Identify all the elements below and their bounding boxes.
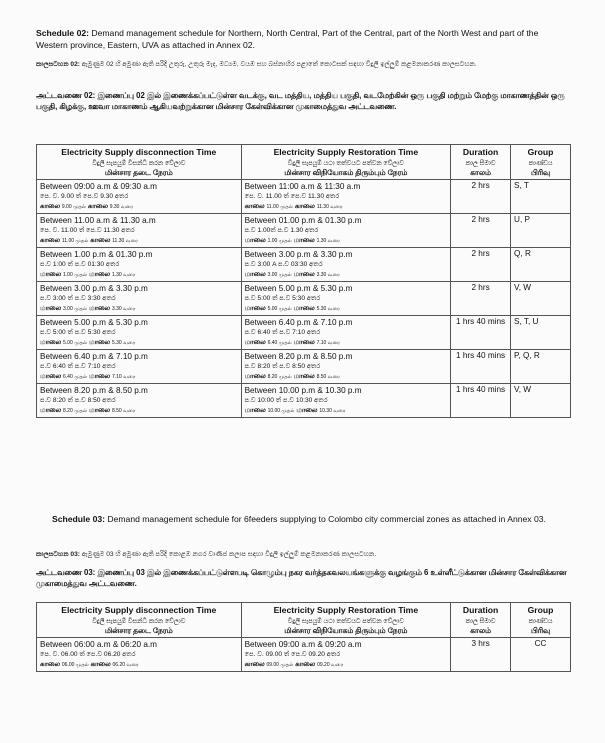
restoration-time-cell: Between 6.40 p.m & 7.10 p.m ප.ව 6:40 ත් ප.ව 7:10 අතර மாலை 6.40 முதல் மாலை 7.10 வரை (241, 316, 451, 350)
duration-header: Duration කාල සීමාව காலம் (451, 603, 511, 638)
table-row (37, 350, 571, 384)
disconnection-time-header: Electricity Supply disconnection Time විදුලි සැපයුම් විසන්ධි කරන වේලාව மின்சார தடை நேரம் (37, 603, 242, 638)
duration-cell: 1 hrs 40 mins (451, 350, 511, 384)
duration-cell: 3 hrs (451, 638, 511, 672)
table-row (37, 214, 571, 248)
restoration-time-cell: Between 3.00 p.m & 3.30 p.m ප.ව 3:00 A ප.ව 03:30 අතර மாலை 3.00 முதல் மாலை 3.30 வரை (241, 248, 451, 282)
table-header-row (37, 145, 571, 180)
group-cell: S, T (511, 180, 571, 214)
restoration-time-cell: Between 09:00 a.m & 09:20 a.m පෙ. ව. 09.00 ත් පෙ.ව 09.20 අතර காலை 09.00 முதல் காலை 09.20 வரை (241, 638, 451, 672)
schedule-03-sinhala: කාලසටහන 03: ඇමුණුම 03 හි අමුණා ඇති පරිදි කොළඹ නගර වාණිජ කලාප සඳහා විදුලි ඉල්ලුම් කළමනාකරණ කාලසටහන. (36, 551, 377, 558)
schedule-02-text: Demand management schedule for Northern, North Central, Part of the Central, part of the North West and part of the Western province, Eastern, UVA as attached in Annex 02. (36, 28, 539, 50)
group-cell: U, P (511, 214, 571, 248)
table-row (37, 282, 571, 316)
disconnection-time-cell: Between 09:00 a.m & 09:30 a.m පෙ. ව. 9.00 ත් පෙ.ව 9.30 අතර காலை 9.00 முதல் காலை 9.30 வரை (37, 180, 242, 214)
restoration-time-cell: Between 5.00 p.m & 5.30 p.m ප.ව 5:00 ත් ප.ව 5:30 අතර மாலை 5.00 முதல் மாலை 5.30 வரை (241, 282, 451, 316)
table-row (37, 384, 571, 418)
disconnection-time-cell: Between 11.00 a.m & 11.30 a.m පෙ. ව. 11.00 ත් පෙ.ව 11.30 අතර காலை 11.00 முதல் காலை 11.30 வரை (37, 214, 242, 248)
duration-cell: 1 hrs 40 mins (451, 384, 511, 418)
table-row (37, 638, 571, 672)
group-cell: V, W (511, 384, 571, 418)
duration-cell: 2 hrs (451, 180, 511, 214)
schedule-03-label: Schedule 03: (52, 514, 106, 524)
duration-header: Duration කාල සීමාව காலம் (451, 145, 511, 180)
schedule-02-label: Schedule 02: (36, 28, 90, 38)
duration-cell: 2 hrs (451, 248, 511, 282)
restoration-time-cell: Between 01.00 p.m & 01.30 p.m ප.ව 1.00ත් ප.ව 1.30 අතර மாலை 1.00 முதல் மாலை 1.30 வரை (241, 214, 451, 248)
schedule-03-tamil: அட்டவணை 03: இணைப்பு 03 இல் இணைக்கப்பட்டுள்ளபடி கொழும்பு நகர வர்த்தகவலயங்களுக்கு வழங்கும் 6 உள்ளீட்டுக்கான மின்சார கேள்விக்கான முகாமைத்துவ அட்டவணை. (36, 568, 567, 588)
group-header: Group කාණ්ඩය பிரிவு (511, 603, 571, 638)
disconnection-time-cell: Between 1.00 p.m & 01.30 p.m ප.ව 1:00 ත් ප.ව 01:30 අතර மாலை 1.00 முதல் மாலை 1.30 வரை (37, 248, 242, 282)
table-row (37, 180, 571, 214)
duration-cell: 2 hrs (451, 282, 511, 316)
disconnection-time-cell: Between 5.00 p.m & 5.30 p.m ප.ව 5:00 ත් ප.ව 5:30 අතර மாலை 5.00 முதல் மாலை 5.30 வரை (37, 316, 242, 350)
duration-cell: 1 hrs 40 mins (451, 316, 511, 350)
group-cell: V, W (511, 282, 571, 316)
schedule-02-english (36, 28, 571, 51)
group-cell: CC (511, 638, 571, 672)
disconnection-time-cell: Between 8.20 p.m & 8.50 p.m ප.ව 8:20 ත් ප.ව 8:50 අතර மாலை 8.20 முதல் மாலை 8.50 வரை (37, 384, 242, 418)
schedule-03-text: Demand management schedule for 6feeders supplying to Colombo city commercial zones as attached in Annex 03. (107, 514, 546, 524)
disconnection-time-cell: Between 6.40 p.m & 7.10 p.m ප.ව 6:40 ත් ප.ව 7:10 අතර மாலை 6.40 முதல் மாலை 7.10 வரை (37, 350, 242, 384)
disconnection-time-cell: Between 3.00 p.m & 3.30 p.m ප.ව 3:00 ත් ප.ව 3:30 අතර மாலை 3.00 முதல் மாலை 3.30 வரை (37, 282, 242, 316)
restoration-time-cell: Between 11:00 a.m & 11:30 a.m පෙ. ව. 11.00 ත් පෙ.ව 11.30 අතර காலை 11.00 முதல் காலை 11.30 வரை (241, 180, 451, 214)
group-cell: S, T, U (511, 316, 571, 350)
table-row (37, 316, 571, 350)
schedule-02-sinhala: කාලසටහන 02: ඇමුණුම 02 හි අමුණා ඇති පරිදි උතුරු, උතුරු මැද, මධ්‍යම, වයඹ සහ බස්නාහිර පළාතේ කොටසක් සඳහා විදුලි ඉල්ලුම් කළමනාකරණ කාලසටහන. (36, 61, 477, 68)
restoration-time-header: Electricity Supply Restoration Time විදුලි සැපයුම් යථා තත්වයට පත්වන වේලාව மின்சார விநியோகம் திரும்பும் நேரம் (241, 603, 451, 638)
group-header: Group කාණ්ඩය பிரிவு (511, 145, 571, 180)
group-cell: P, Q, R (511, 350, 571, 384)
group-cell: Q, R (511, 248, 571, 282)
duration-cell: 2 hrs (451, 214, 511, 248)
schedule-03-english (52, 514, 552, 526)
schedule-02-tamil: அட்டவணை 02: இணைப்பு 02 இல் இணைக்கப்பட்டுள்ள வடக்கு, வட மத்திய, மத்திய பகுதி, வடமேற்கின் ஒரு பகுதி மற்றும் மேற்கு மாகாணத்தின் ஒரு பகுதி, கிழக்கு, ஊவா மாகாணம் ஆகியவற்றுக்கான மின்சார கேள்விக்கான முகாமைத்துவ அட்டவணை. (36, 91, 565, 111)
table-row (37, 248, 571, 282)
schedule-02-table (36, 144, 571, 418)
restoration-time-header: Electricity Supply Restoration Time විදුලි සැපයුම් යථා තත්වයට පත්වන වේලාව மின்சார விநியோகம் திரும்பும் நேரம் (241, 145, 451, 180)
schedule-03-table (36, 602, 571, 672)
disconnection-time-cell: Between 06:00 a.m & 06:20 a.m පෙ. ව. 06.00 ත් පෙ.ව 06.20 අතර காலை 06.00 முதல் காலை 06.20 வரை (37, 638, 242, 672)
restoration-time-cell: Between 8.20 p.m & 8.50 p.m ප.ව 8:20 ත් ප.ව 8:50 අතර மாலை 8.20 முதல் மாலை 8.50 வரை (241, 350, 451, 384)
disconnection-time-header: Electricity Supply disconnection Time විදුලි සැපයුම් විසන්ධි කරන වේලාව மின்சார தடை நேரம் (37, 145, 242, 180)
restoration-time-cell: Between 10.00 p.m & 10.30 p.m ප.ව 10:00 ත් ප.ව 10:30 අතර மாலை 10.00 முதல் மாலை 10.30 வரை (241, 384, 451, 418)
table-header-row (37, 603, 571, 638)
